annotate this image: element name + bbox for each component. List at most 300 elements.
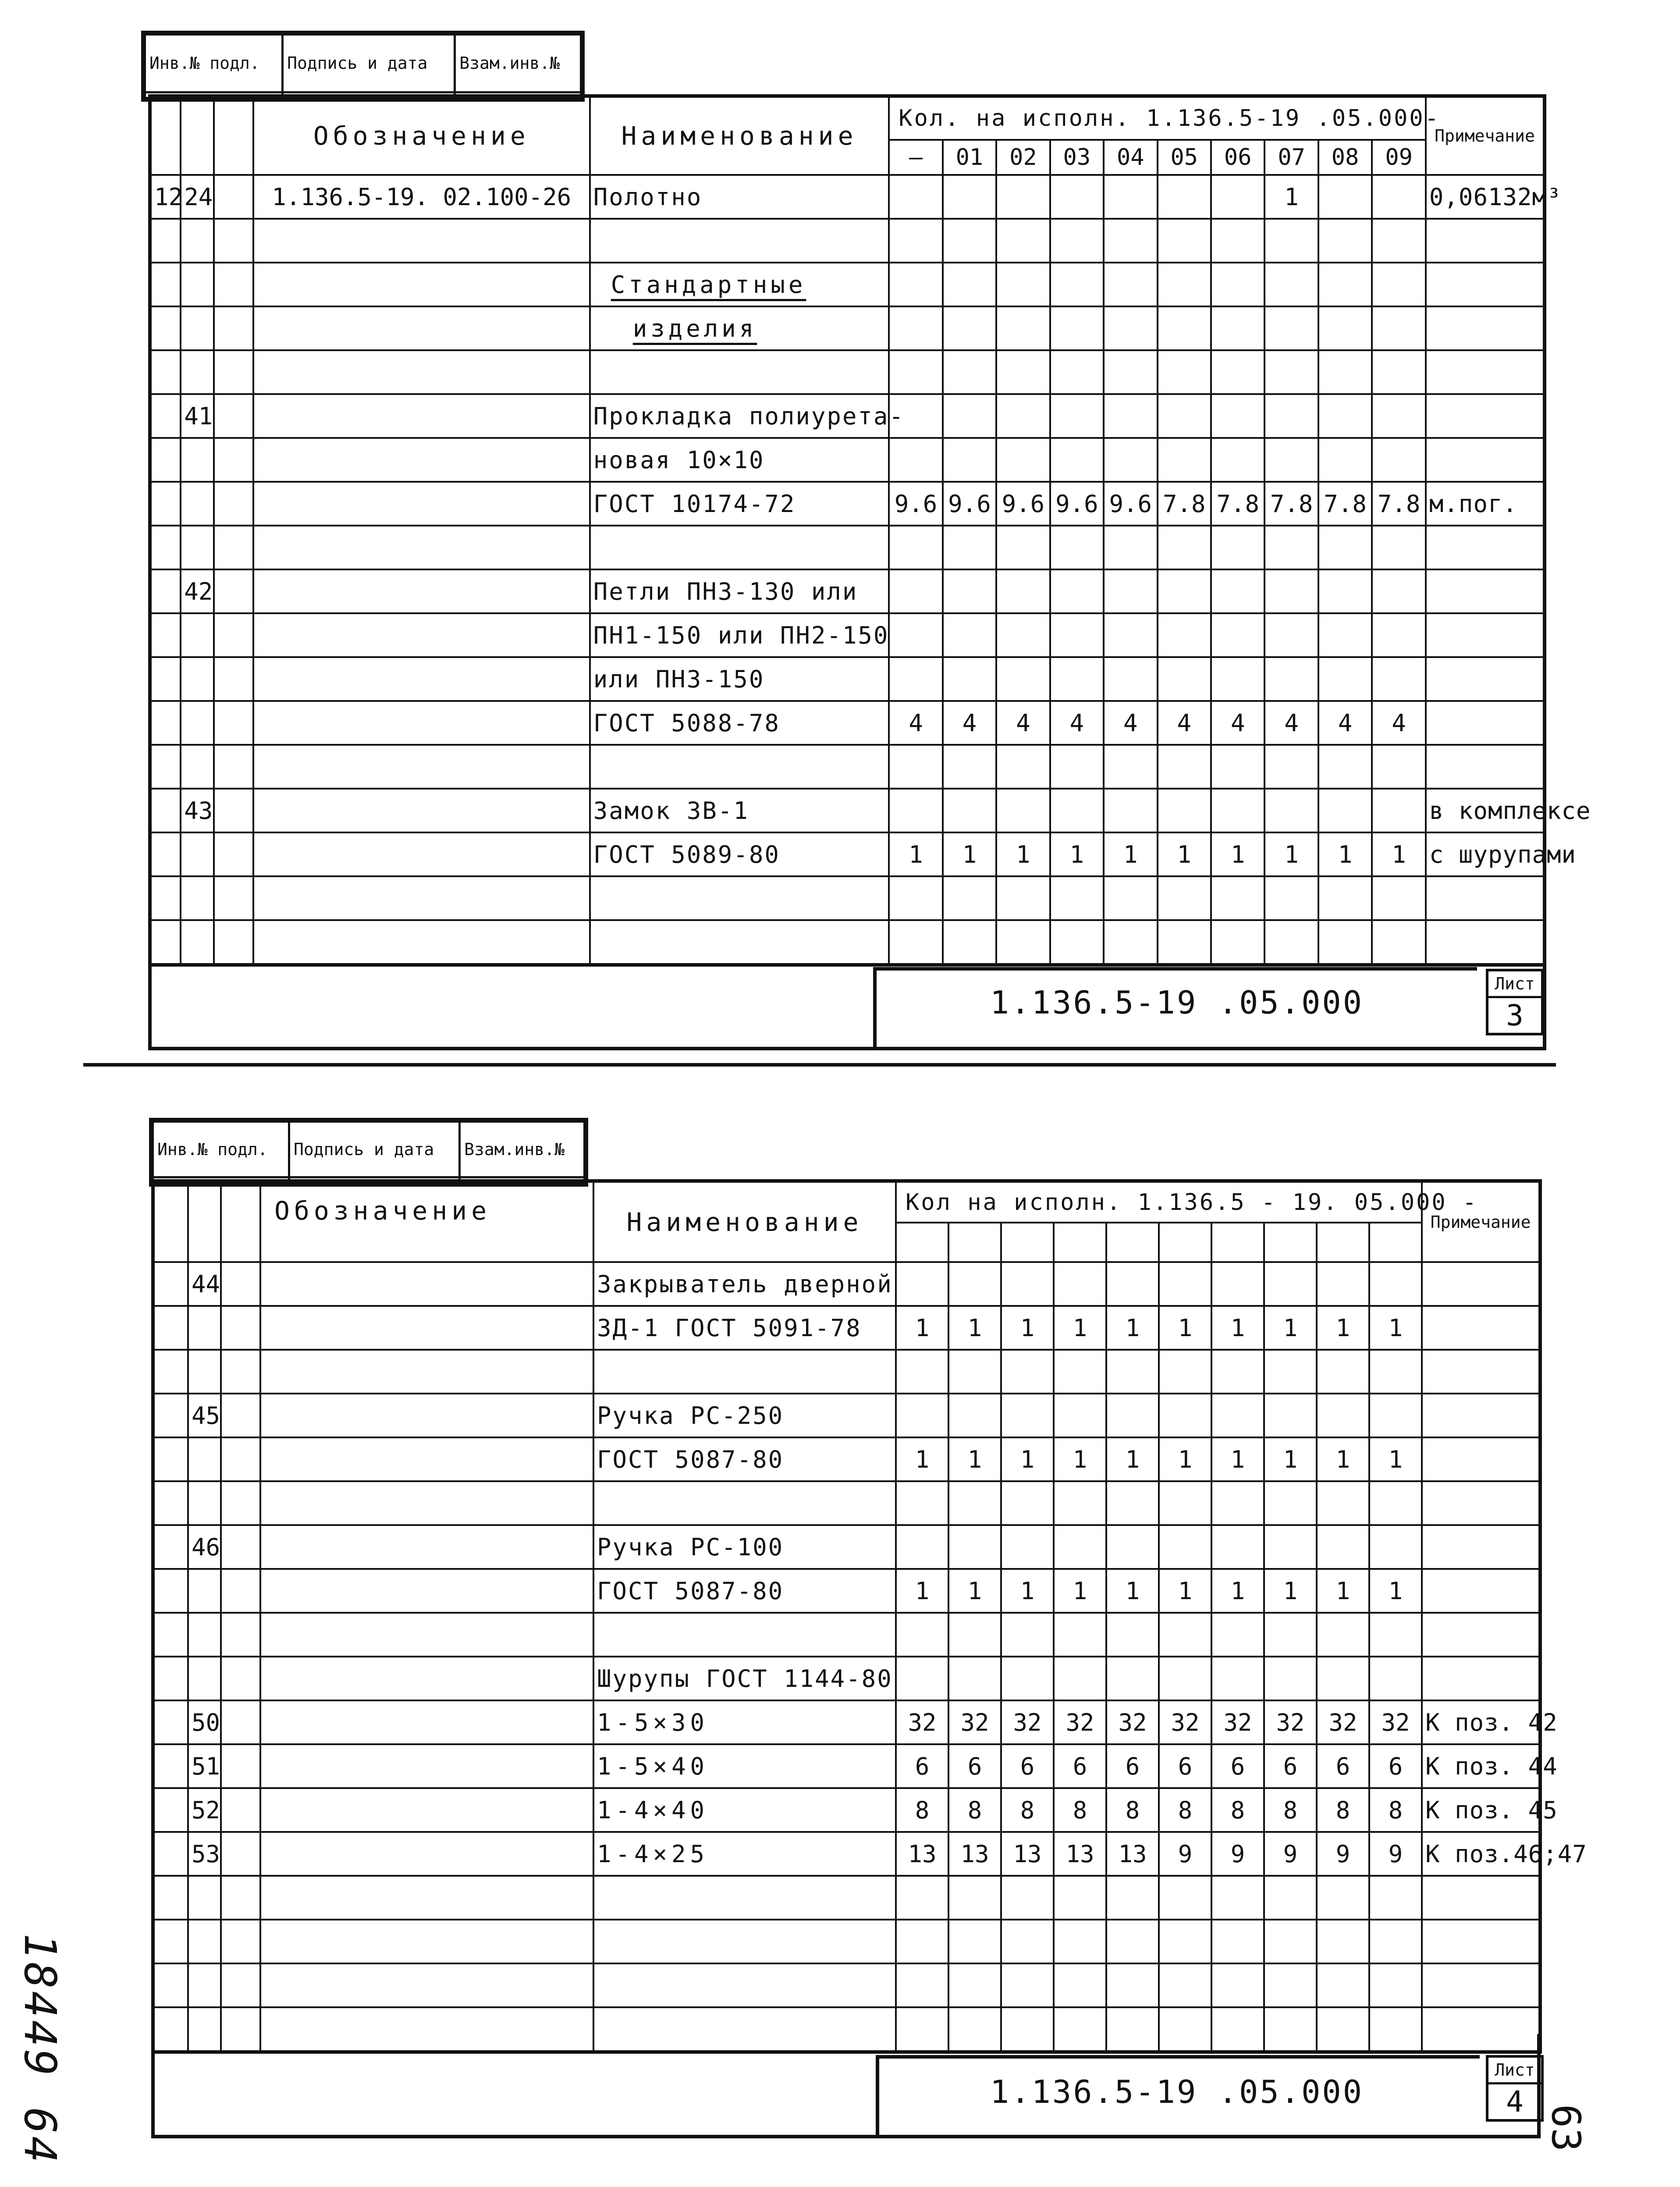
table-row: [153, 1525, 1540, 1569]
position-cell: [181, 657, 213, 701]
position-cell: [181, 350, 213, 394]
quantity-cell: [1050, 657, 1104, 701]
zone-cell: [153, 1876, 188, 1920]
name-cell: ГОСТ 5087-80: [593, 1437, 896, 1481]
quantity-cell: 8: [948, 1788, 1001, 1832]
quantity-cell: [996, 306, 1050, 350]
quantity-cell: [1211, 1613, 1264, 1657]
quantity-cell: [1054, 1657, 1106, 1700]
note-cell: [1422, 1481, 1540, 1525]
quantity-cell: [943, 789, 996, 832]
table-row: [153, 1876, 1540, 1920]
sheet-label: Лист: [1488, 971, 1541, 998]
page-number: 63: [1543, 2104, 1589, 2152]
quantity-cell: [896, 1963, 948, 2007]
quantity-cell: 32: [948, 1700, 1001, 1744]
position-cell: 42: [181, 569, 213, 613]
designation-cell: [260, 1350, 593, 1394]
quantity-cell: [1318, 657, 1372, 701]
name-cell: [593, 1920, 896, 1963]
designation-header: Обозначение: [253, 96, 590, 175]
quantity-cell: [1001, 1525, 1054, 1569]
quantity-cell: [1264, 1350, 1317, 1394]
quantity-cell: 9.6: [889, 482, 942, 526]
quantity-cell: [948, 1920, 1001, 1963]
quantity-cell: [1106, 1525, 1159, 1569]
quantity-cell: [889, 438, 942, 482]
quantity-cell: [1106, 1613, 1159, 1657]
name-header: Наименование: [593, 1181, 896, 1262]
quantity-cell: 6: [896, 1744, 948, 1788]
quantity-cell: [1211, 1657, 1264, 1700]
document-code-sheet3: 1.136.5-19 .05.000: [990, 984, 1364, 1021]
sheet-number-box-3: [1486, 969, 1544, 1035]
quantity-cell: [1211, 438, 1264, 482]
quantity-cell: 1: [1054, 1306, 1106, 1350]
note-header: Примечание: [1422, 1181, 1540, 1262]
quantity-cell: [948, 1657, 1001, 1700]
quantity-cell: 6: [1001, 1744, 1054, 1788]
quantity-cell: 1: [1104, 832, 1157, 876]
note-cell: К поз.46;47: [1422, 1832, 1540, 1876]
table-row: [153, 1963, 1540, 2007]
zone-cell: [153, 1437, 188, 1481]
name-cell: [593, 1963, 896, 2007]
quantity-cell: [1106, 1920, 1159, 1963]
quantity-cell: [1264, 657, 1318, 701]
quantity-cell: [1104, 569, 1157, 613]
quantity-cell: 1: [1264, 832, 1318, 876]
zone-cell: [153, 1262, 188, 1306]
quantity-cell: 1: [1050, 832, 1104, 876]
variant-code-header: 02: [996, 140, 1050, 175]
zone-cell: [153, 1569, 188, 1613]
quantity-cell: 4: [1158, 701, 1211, 745]
note-cell: К поз. 45: [1422, 1788, 1540, 1832]
quantity-cell: [1369, 1920, 1422, 1963]
designation-cell: [260, 1525, 593, 1569]
quantity-cell: [948, 1394, 1001, 1437]
quantity-cell: [1211, 263, 1264, 306]
quantity-cell: 1: [1264, 1437, 1317, 1481]
quantity-cell: 1: [948, 1437, 1001, 1481]
quantity-cell: 13: [948, 1832, 1001, 1876]
quantity-cell: 6: [1054, 1744, 1106, 1788]
position-cell: 44: [188, 1262, 221, 1306]
quantity-cell: [1372, 350, 1426, 394]
quantity-cell: [1158, 789, 1211, 832]
name-cell: [590, 526, 889, 569]
archive-number: 18449 64: [14, 1933, 66, 2166]
quantity-cell: 1: [896, 1569, 948, 1613]
note-cell: [1426, 657, 1545, 701]
table-row: [150, 350, 1545, 394]
table-row: [150, 394, 1545, 438]
quantity-cell: [889, 350, 942, 394]
quantity-cell: 9.6: [1104, 482, 1157, 526]
quantity-cell: [1372, 263, 1426, 306]
quantity-cell: [1158, 394, 1211, 438]
quantity-cell: [1050, 175, 1104, 219]
quantity-cell: 9.6: [943, 482, 996, 526]
name-cell: ЗД-1 ГОСТ 5091-78: [593, 1306, 896, 1350]
variant-code-header: 06: [1211, 140, 1264, 175]
quantity-cell: 9: [1369, 1832, 1422, 1876]
quantity-cell: 13: [1054, 1832, 1106, 1876]
quantity-cell: [996, 745, 1050, 789]
quantity-cell: [1317, 1876, 1369, 1920]
table-row: [150, 745, 1545, 789]
quantity-cell: [1372, 569, 1426, 613]
note-cell: [1426, 263, 1545, 306]
designation-cell: [253, 657, 590, 701]
quantity-cell: [1211, 306, 1264, 350]
quantity-cell: 1: [1317, 1569, 1369, 1613]
quantity-cell: [943, 175, 996, 219]
variants-header: Кол на исполн. 1.136.5 - 19. 05.000 -: [896, 1181, 1422, 1223]
name-cell: [590, 219, 889, 263]
stamp-sign-label: Подпись и дата: [283, 35, 455, 92]
variant-code-header: 01: [943, 140, 996, 175]
table-row: [153, 1744, 1540, 1788]
zone-cell: [153, 1744, 188, 1788]
name-header: Наименование: [590, 96, 889, 175]
quantity-cell: [943, 876, 996, 920]
quantity-cell: [1211, 745, 1264, 789]
quantity-cell: 1: [1211, 1569, 1264, 1613]
variant-code-header: [1106, 1223, 1159, 1262]
quantity-cell: [1054, 1481, 1106, 1525]
quantity-cell: [1369, 1613, 1422, 1657]
quantity-cell: 8: [1369, 1788, 1422, 1832]
quantity-cell: [1054, 1350, 1106, 1394]
variant-code-header: 08: [1318, 140, 1372, 175]
quantity-cell: 32: [1054, 1700, 1106, 1744]
quantity-cell: [1001, 1876, 1054, 1920]
quantity-cell: 9: [1211, 1832, 1264, 1876]
quantity-cell: [889, 876, 942, 920]
stamp-replace-label: Взам.инв.№: [460, 1122, 585, 1177]
quantity-cell: [1211, 1876, 1264, 1920]
designation-cell: [253, 832, 590, 876]
designation-cell: [260, 1262, 593, 1306]
name-cell: 1-5×30: [593, 1700, 896, 1744]
quantity-cell: [1106, 1657, 1159, 1700]
designation-cell: [260, 1481, 593, 1525]
note-cell: К поз. 42: [1422, 1700, 1540, 1744]
quantity-cell: [1211, 175, 1264, 219]
quantity-cell: 32: [1211, 1700, 1264, 1744]
quantity-cell: [1001, 1920, 1054, 1963]
quantity-cell: [1318, 789, 1372, 832]
zone-cell: [153, 1613, 188, 1657]
zone-cell: [150, 219, 181, 263]
note-cell: [1422, 1437, 1540, 1481]
quantity-cell: [1211, 1525, 1264, 1569]
name-cell: Ручка РС-250: [593, 1394, 896, 1437]
quantity-cell: [1317, 1657, 1369, 1700]
quantity-cell: [1106, 1876, 1159, 1920]
name-cell: [590, 350, 889, 394]
section-heading: Стандартные: [611, 270, 806, 299]
quantity-cell: [1001, 1350, 1054, 1394]
table-row: [150, 482, 1545, 526]
quantity-cell: [1158, 526, 1211, 569]
quantity-cell: 8: [1054, 1788, 1106, 1832]
note-cell: [1422, 1306, 1540, 1350]
quantity-cell: [1106, 1481, 1159, 1525]
quantity-cell: [1264, 219, 1318, 263]
quantity-cell: [1158, 219, 1211, 263]
name-cell: [590, 745, 889, 789]
quantity-cell: 1: [1106, 1306, 1159, 1350]
quantity-cell: 4: [1264, 701, 1318, 745]
position-cell: [181, 306, 213, 350]
table-row: [153, 1437, 1540, 1481]
zone-cell: [150, 657, 181, 701]
quantity-cell: [1054, 1963, 1106, 2007]
quantity-cell: [889, 613, 942, 657]
name-cell: Петли ПН3-130 или: [590, 569, 889, 613]
position-cell: 52: [188, 1788, 221, 1832]
position-cell: [181, 701, 213, 745]
quantity-cell: [1264, 438, 1318, 482]
quantity-cell: [1372, 613, 1426, 657]
quantity-cell: [1369, 1350, 1422, 1394]
zone-cell: [150, 569, 181, 613]
table-row: [153, 1700, 1540, 1744]
quantity-cell: [1317, 1920, 1369, 1963]
quantity-cell: [948, 1525, 1001, 1569]
quantity-cell: [1369, 1525, 1422, 1569]
table-row: [150, 306, 1545, 350]
quantity-cell: [896, 1481, 948, 1525]
variant-code-header: [1211, 1223, 1264, 1262]
designation-cell: [260, 1832, 593, 1876]
quantity-cell: [889, 789, 942, 832]
name-cell: Замок ЗВ-1: [590, 789, 889, 832]
quantity-cell: [1211, 1350, 1264, 1394]
designation-cell: [253, 438, 590, 482]
quantity-cell: [1001, 1963, 1054, 2007]
quantity-cell: 1: [1054, 1437, 1106, 1481]
quantity-cell: [1264, 1481, 1317, 1525]
quantity-cell: [1264, 569, 1318, 613]
designation-cell: [260, 1437, 593, 1481]
quantity-cell: 7.8: [1158, 482, 1211, 526]
name-cell: ПН1-150 или ПН2-150: [590, 613, 889, 657]
quantity-cell: [1104, 175, 1157, 219]
quantity-cell: [1104, 745, 1157, 789]
quantity-cell: [1264, 394, 1318, 438]
quantity-cell: 1: [948, 1569, 1001, 1613]
quantity-cell: [1317, 1394, 1369, 1437]
quantity-cell: [1054, 1394, 1106, 1437]
quantity-cell: [1264, 1920, 1317, 1963]
quantity-cell: [889, 306, 942, 350]
name-cell: 1-4×40: [593, 1788, 896, 1832]
quantity-cell: [996, 219, 1050, 263]
table-row: [153, 1657, 1540, 1700]
quantity-cell: 4: [1104, 701, 1157, 745]
zone-cell: [150, 438, 181, 482]
quantity-cell: 4: [889, 701, 942, 745]
quantity-cell: [1050, 613, 1104, 657]
quantity-cell: [1369, 1481, 1422, 1525]
zone-cell: [150, 306, 181, 350]
quantity-cell: 1: [1264, 175, 1318, 219]
quantity-cell: [1318, 175, 1372, 219]
quantity-cell: [1050, 350, 1104, 394]
quantity-cell: 1: [1317, 1306, 1369, 1350]
note-cell: [1422, 1963, 1540, 2007]
section-heading: изделия: [632, 314, 757, 342]
quantity-cell: [1104, 789, 1157, 832]
zone-cell: [153, 1657, 188, 1700]
variant-code-header: [896, 1223, 948, 1262]
zone-cell: [153, 1350, 188, 1394]
zone-cell: [150, 526, 181, 569]
quantity-cell: [896, 1613, 948, 1657]
quantity-cell: [1104, 219, 1157, 263]
spec-table-sheet3: [148, 94, 1591, 967]
designation-cell: [253, 482, 590, 526]
position-cell: [188, 1876, 221, 1920]
quantity-cell: 1: [1106, 1437, 1159, 1481]
quantity-cell: [943, 657, 996, 701]
quantity-cell: [1211, 219, 1264, 263]
quantity-cell: 1: [1159, 1306, 1211, 1350]
quantity-cell: 1: [943, 832, 996, 876]
variant-code-header: 07: [1264, 140, 1318, 175]
designation-cell: [253, 569, 590, 613]
table-row: [153, 1569, 1540, 1613]
quantity-cell: 7.8: [1318, 482, 1372, 526]
approval-stamp-bottom: [149, 1118, 588, 1187]
quantity-cell: [1159, 1350, 1211, 1394]
designation-cell: [253, 526, 590, 569]
quantity-cell: [948, 1262, 1001, 1306]
quantity-cell: 4: [943, 701, 996, 745]
quantity-cell: [1050, 438, 1104, 482]
quantity-cell: 8: [1106, 1788, 1159, 1832]
quantity-cell: [889, 526, 942, 569]
zone-cell: [153, 1394, 188, 1437]
quantity-cell: [1264, 876, 1318, 920]
quantity-cell: [889, 657, 942, 701]
quantity-cell: 1: [1106, 1569, 1159, 1613]
note-cell: м.пог.: [1426, 482, 1545, 526]
quantity-cell: [1211, 876, 1264, 920]
quantity-cell: [1050, 306, 1104, 350]
variant-code-header: [1317, 1223, 1369, 1262]
sheet-label: Лист: [1488, 2058, 1541, 2084]
quantity-cell: [1264, 1876, 1317, 1920]
quantity-cell: [889, 569, 942, 613]
quantity-cell: [1159, 1481, 1211, 1525]
quantity-cell: 32: [1001, 1700, 1054, 1744]
zone-cell: [150, 394, 181, 438]
table-row: [150, 175, 1545, 219]
note-cell: [1426, 350, 1545, 394]
note-cell: в комплексе: [1426, 789, 1545, 832]
quantity-cell: [1050, 526, 1104, 569]
name-cell: Закрыватель дверной: [593, 1262, 896, 1306]
quantity-cell: 13: [896, 1832, 948, 1876]
quantity-cell: [1372, 175, 1426, 219]
quantity-cell: [896, 1920, 948, 1963]
zone-cell: [150, 263, 181, 306]
quantity-cell: [1317, 1481, 1369, 1525]
variant-code-header: 09: [1372, 140, 1426, 175]
quantity-cell: 1: [1369, 1569, 1422, 1613]
note-cell: с шурупами: [1426, 832, 1545, 876]
quantity-cell: 7.8: [1372, 482, 1426, 526]
quantity-cell: [1159, 1657, 1211, 1700]
quantity-cell: [1264, 526, 1318, 569]
designation-cell: [260, 1876, 593, 1920]
quantity-cell: [996, 789, 1050, 832]
note-cell: [1422, 1920, 1540, 1963]
table-row: [153, 1262, 1540, 1306]
quantity-cell: 9.6: [996, 482, 1050, 526]
designation-cell: [260, 1788, 593, 1832]
quantity-cell: [1372, 394, 1426, 438]
quantity-cell: [1318, 263, 1372, 306]
position-cell: [181, 482, 213, 526]
name-cell: ГОСТ 5088-78: [590, 701, 889, 745]
quantity-cell: [1318, 394, 1372, 438]
quantity-cell: [1054, 1876, 1106, 1920]
quantity-cell: [996, 350, 1050, 394]
quantity-cell: [1054, 1525, 1106, 1569]
name-cell: [593, 1350, 896, 1394]
quantity-cell: 6: [1211, 1744, 1264, 1788]
name-cell: [590, 876, 889, 920]
quantity-cell: [1264, 745, 1318, 789]
quantity-cell: [1211, 1394, 1264, 1437]
quantity-cell: 4: [1211, 701, 1264, 745]
position-cell: [188, 1350, 221, 1394]
variant-code-header: 05: [1158, 140, 1211, 175]
quantity-cell: [943, 745, 996, 789]
quantity-cell: 7.8: [1211, 482, 1264, 526]
name-cell: ГОСТ 10174-72: [590, 482, 889, 526]
table-row: [153, 1306, 1540, 1350]
quantity-cell: 1: [1369, 1437, 1422, 1481]
position-cell: [181, 876, 213, 920]
quantity-cell: 32: [1159, 1700, 1211, 1744]
quantity-cell: [1001, 1262, 1054, 1306]
quantity-cell: [1159, 1262, 1211, 1306]
note-cell: [1422, 1613, 1540, 1657]
quantity-cell: 32: [1369, 1700, 1422, 1744]
designation-cell: [260, 1744, 593, 1788]
quantity-cell: [1211, 1481, 1264, 1525]
zone-cell: [150, 613, 181, 657]
quantity-cell: [1317, 1350, 1369, 1394]
quantity-cell: 1: [996, 832, 1050, 876]
quantity-cell: [1369, 1262, 1422, 1306]
quantity-cell: 1: [1264, 1306, 1317, 1350]
quantity-cell: [1050, 876, 1104, 920]
quantity-cell: [943, 394, 996, 438]
stamp-replace-label: Взам.инв.№: [455, 35, 581, 92]
quantity-cell: [943, 569, 996, 613]
quantity-cell: [1104, 613, 1157, 657]
stamp-sign-label: Подпись и дата: [289, 1122, 459, 1177]
quantity-cell: [1106, 1394, 1159, 1437]
